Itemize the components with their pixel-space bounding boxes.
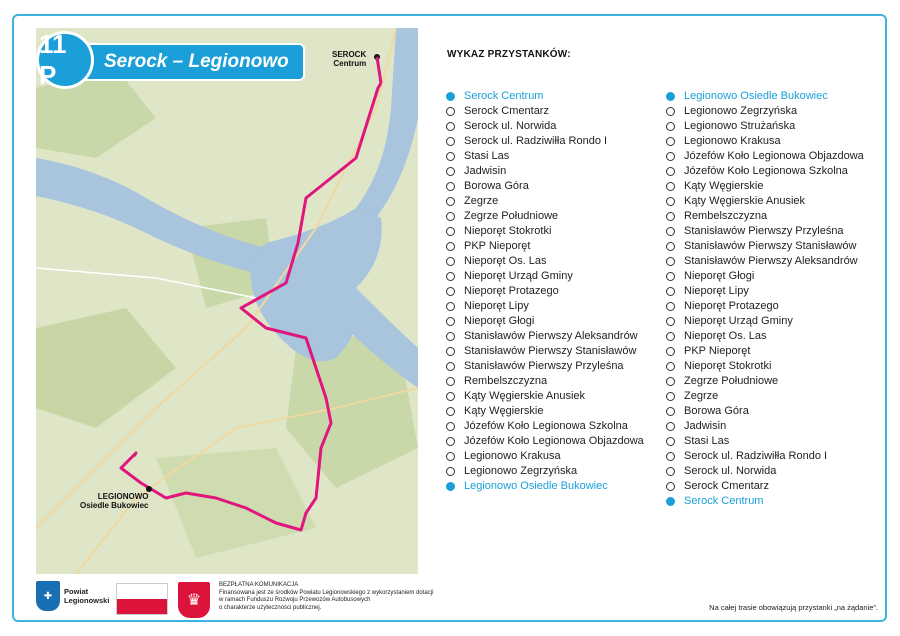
stop-item: PKP Nieporęt <box>446 239 644 254</box>
stop-item: Zegrze <box>666 389 864 404</box>
stop-item: Nieporęt Os. Las <box>446 254 644 269</box>
stop-item: Rembelszczyzna <box>446 374 644 389</box>
stop-item: Nieporęt Stokrotki <box>666 359 864 374</box>
stop-item: Serock ul. Norwida <box>446 119 644 134</box>
stop-item: Nieporęt Protazego <box>446 284 644 299</box>
stop-item: Legionowo Osiedle Bukowiec <box>666 89 864 104</box>
stop-item: Nieporęt Głogi <box>666 269 864 284</box>
stop-item: Stanisławów Pierwszy Stanisławów <box>446 344 644 359</box>
stop-item: Legionowo Krakusa <box>666 134 864 149</box>
stop-item: Legionowo Strużańska <box>666 119 864 134</box>
stop-item: Rembelszczyzna <box>666 209 864 224</box>
stop-item: Nieporęt Protazego <box>666 299 864 314</box>
stop-item: Stanisławów Pierwszy Stanisławów <box>666 239 864 254</box>
route-name: Serock – Legionowo <box>84 43 305 81</box>
stop-item: Zegrze <box>446 194 644 209</box>
stop-item: Zegrze Południowe <box>446 209 644 224</box>
stop-item: Legionowo Krakusa <box>446 449 644 464</box>
stop-item: Kąty Węgierskie Anusiek <box>446 389 644 404</box>
on-request-note: Na całej trasie obowiązują przystanki „na żądanie”. <box>709 603 878 612</box>
stop-item: Nieporęt Urząd Gminy <box>666 314 864 329</box>
stop-item: Legionowo Zegrzyńska <box>446 464 644 479</box>
powiat-logo <box>36 581 109 611</box>
stop-item: Stasi Las <box>446 149 644 164</box>
stop-item: Kąty Węgierskie <box>446 404 644 419</box>
stop-item: Nieporęt Os. Las <box>666 329 864 344</box>
polish-eagle-emblem-icon: ♛ <box>178 582 210 618</box>
stop-item: Stanisławów Pierwszy Aleksandrów <box>666 254 864 269</box>
polish-flag <box>116 583 168 615</box>
stop-item: Borowa Góra <box>666 404 864 419</box>
stop-item: Jadwisin <box>666 419 864 434</box>
map-label-legionowo: LEGIONOWO Osiedle Bukowiec <box>80 492 149 510</box>
stop-item: Józefów Koło Legionowa Objazdowa <box>666 149 864 164</box>
stop-item: Nieporęt Stokrotki <box>446 224 644 239</box>
stop-item: Serock ul. Norwida <box>666 464 864 479</box>
map-label-serock: SEROCK Centrum <box>332 50 367 68</box>
stop-item: PKP Nieporęt <box>666 344 864 359</box>
stop-item: Nieporęt Głogi <box>446 314 644 329</box>
funding-info <box>219 582 433 612</box>
stop-item: Nieporęt Lipy <box>446 299 644 314</box>
stop-item: Józefów Koło Legionowa Szkolna <box>666 164 864 179</box>
stop-item: Kąty Węgierskie Anusiek <box>666 194 864 209</box>
route-map[interactable] <box>36 28 418 574</box>
stop-item: Jadwisin <box>446 164 644 179</box>
route-badge <box>36 29 305 90</box>
stop-item: Legionowo Zegrzyńska <box>666 104 864 119</box>
stop-item: Serock ul. Radziwiłła Rondo I <box>446 134 644 149</box>
stop-item: Serock Centrum <box>666 494 864 509</box>
funding-text: Finansowana jest ze środków Powiatu Legionowskiego z wykorzystaniem dotacji w ramach Funduszu Rozwoju Przewozów Autobusowych o charakterze użyteczności publicznej. <box>219 589 434 611</box>
stop-item: Serock Centrum <box>446 89 644 104</box>
stop-item: Nieporęt Urząd Gminy <box>446 269 644 284</box>
stops-direction-1 <box>446 89 644 494</box>
stop-item: Stanisławów Pierwszy Przyleśna <box>666 224 864 239</box>
stop-item: Stanisławów Pierwszy Przyleśna <box>446 359 644 374</box>
stop-item: Serock ul. Radziwiłła Rondo I <box>666 449 864 464</box>
stop-item: Nieporęt Lipy <box>666 284 864 299</box>
stop-item: Stanisławów Pierwszy Aleksandrów <box>446 329 644 344</box>
stop-item: Serock Cmentarz <box>446 104 644 119</box>
stops-list-title: WYKAZ PRZYSTANKÓW: <box>447 49 571 60</box>
powiat-name: Powiat Legionowski <box>64 587 110 605</box>
stops-direction-2 <box>666 89 864 509</box>
powiat-shield-icon: ✚ <box>36 581 60 611</box>
stop-item: Legionowo Osiedle Bukowiec <box>446 479 644 494</box>
stop-item: Kąty Węgierskie <box>666 179 864 194</box>
stop-item: Józefów Koło Legionowa Szkolna <box>446 419 644 434</box>
stop-item: Serock Cmentarz <box>666 479 864 494</box>
funding-title: BEZPŁATNA KOMUNIKACJA <box>219 582 299 588</box>
stop-item: Stasi Las <box>666 434 864 449</box>
stop-item: Zegrze Południowe <box>666 374 864 389</box>
stop-item: Józefów Koło Legionowa Objazdowa <box>446 434 644 449</box>
stop-item: Borowa Góra <box>446 179 644 194</box>
route-number: 11 P <box>36 31 94 89</box>
